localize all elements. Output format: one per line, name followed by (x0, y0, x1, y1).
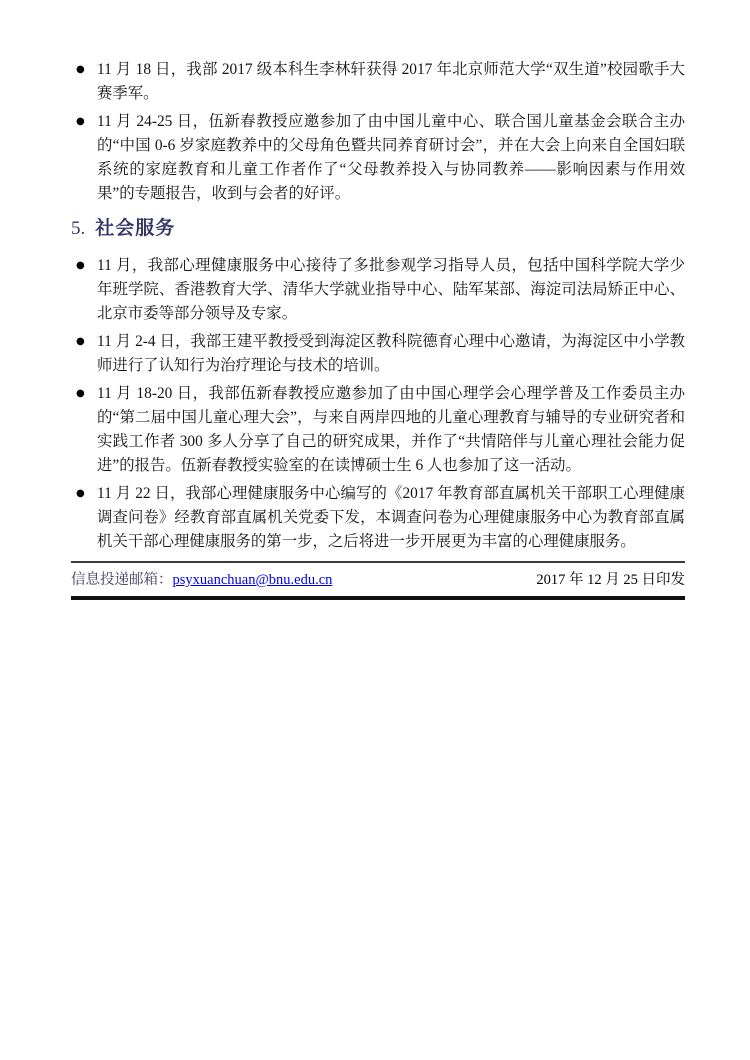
bullet-item (71, 330, 685, 378)
section-heading (71, 216, 685, 242)
bullet-item (71, 482, 685, 554)
page-footer (71, 561, 685, 600)
bullet-item-text: 11 月 24-25 日，伍新春教授应邀参加了由中国儿童中心、联合国儿童基金会联合主办的“中国 0-6 岁家庭教养中的父母角色暨共同养育研讨会”，并在大会上向来自全国妇联系统的家庭教育和儿童工作者作了“父母教养投入与协同教养——影响因素与作用效果”的专题报告，收到与会者的好评。 (97, 113, 685, 202)
page-content (71, 58, 685, 558)
footer-email-label: 信息投递邮箱： (71, 572, 173, 588)
bullet-icon: ● (76, 116, 85, 127)
bullet-item (71, 382, 685, 478)
bullet-item-text: 11 月，我部心理健康服务中心接待了多批参观学习指导人员，包括中国科学院大学少年班学院、香港教育大学、清华大学就业指导中心、陆军某部、海淀司法局矫正中心、北京市委等部分领导及专家。 (97, 257, 685, 322)
bullet-icon: ● (76, 336, 85, 347)
footer-row (71, 563, 685, 596)
bullet-item-text: 11 月 2-4 日，我部王建平教授受到海淀区教科院德育心理中心邀请，为海淀区中小学教师进行了认知行为治疗理论与技术的培训。 (97, 333, 685, 374)
footer-email-link[interactable]: psyxuanchuan@bnu.edu.cn (172, 572, 333, 588)
bullet-item (71, 58, 685, 106)
bullet-item-text: 11 月 18 日，我部 2017 级本科生李林轩获得 2017 年北京师范大学“双生道”校园歌手大赛季军。 (97, 61, 685, 102)
footer-left (71, 570, 332, 590)
bullet-icon: ● (76, 64, 85, 75)
bullet-item-text: 11 月 18-20 日，我部伍新春教授应邀参加了由中国心理学会心理学普及工作委员主办的“第二届中国儿童心理大会”，与来自两岸四地的儿童心理教育与辅导的专业研究者和实践工作者 300 多人分享了自己的研究成果，并作了“共情陪伴与儿童心理社会能力促进”的报告。伍新春教授实验室的在读博硕士生 6 人也参加了这一活动。 (97, 385, 685, 474)
section-bullet-list (71, 254, 685, 554)
pre-section-bullet-list (71, 58, 685, 206)
bullet-item (71, 254, 685, 326)
section-title: 社会服务 (95, 218, 176, 239)
footer-print-date: 2017 年 12 月 25 日印发 (536, 572, 685, 588)
bullet-icon: ● (76, 488, 85, 499)
section-number: 5. (71, 218, 86, 239)
bullet-icon: ● (76, 388, 85, 399)
bullet-item (71, 110, 685, 206)
bullet-item-text: 11 月 22 日，我部心理健康服务中心编写的《2017 年教育部直属机关干部职工心理健康调查问卷》经教育部直属机关党委下发，本调查问卷为心理健康服务中心为教育部直属机关干部心理健康服务的第一步，之后将进一步开展更为丰富的心理健康服务。 (97, 485, 685, 550)
bullet-icon: ● (76, 260, 85, 271)
